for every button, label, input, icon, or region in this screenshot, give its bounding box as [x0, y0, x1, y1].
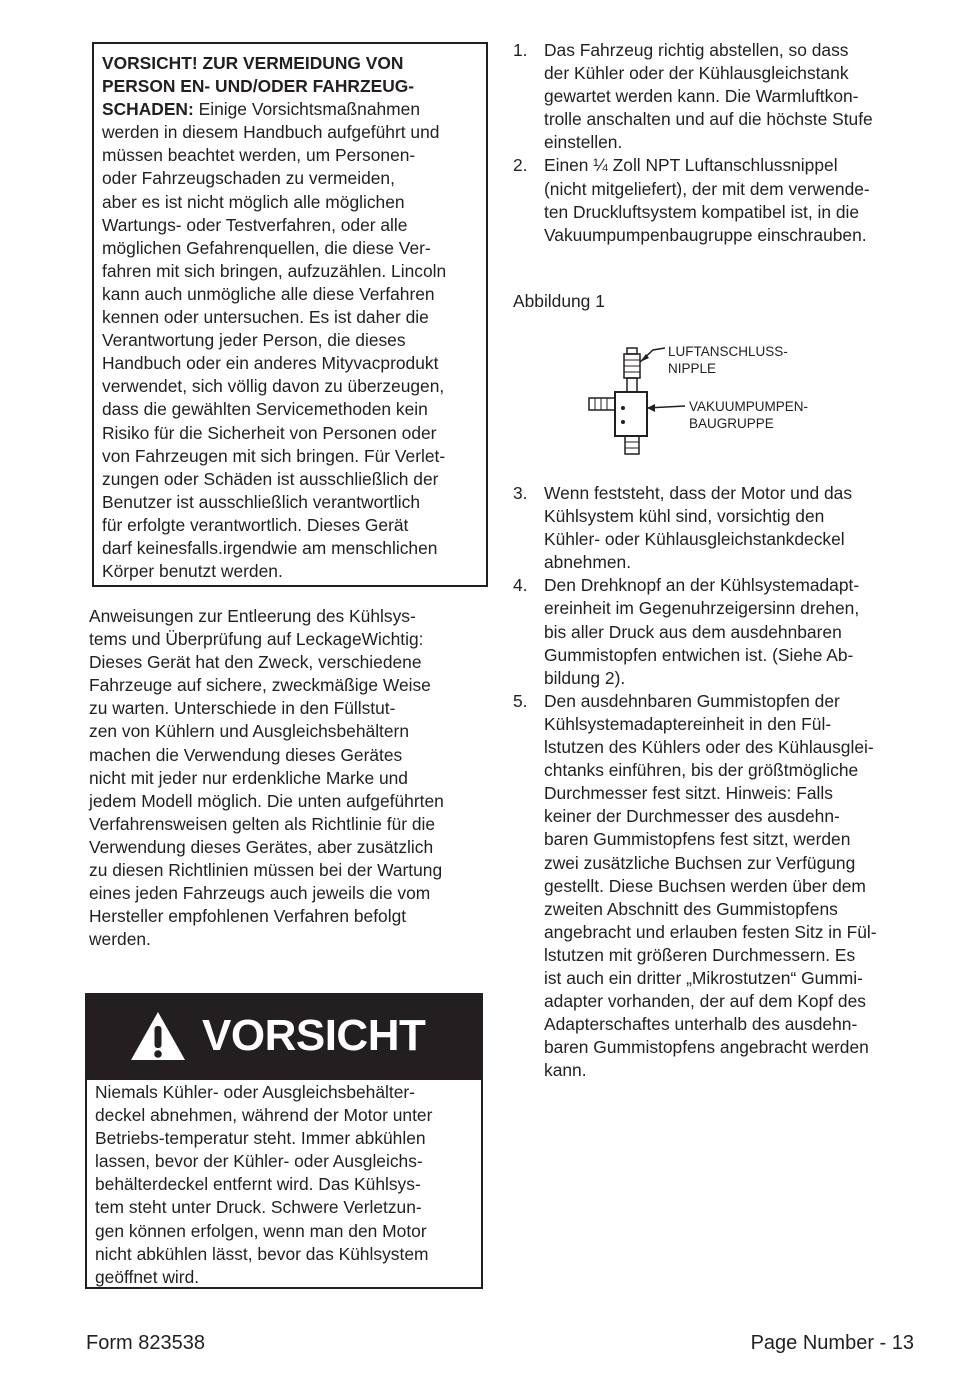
- page-number: Page Number - 13: [750, 1332, 914, 1354]
- step-line: Den Drehknopf an der Kühlsystemadapt-: [544, 575, 860, 596]
- step-line: kann.: [544, 1060, 587, 1081]
- warning-line: Niemals Kühler- oder Ausgleichsbehälter-: [95, 1082, 415, 1102]
- caution-lead-line: PERSON EN- UND/ODER FAHRZEUG-: [102, 76, 415, 97]
- warning-line: geöffnet wird.: [95, 1266, 200, 1287]
- caution-line: Einige Vorsichtsmaßnahmen: [198, 99, 420, 120]
- step-line: Durchmesser fest sitzt. Hinweis: Falls: [544, 783, 833, 804]
- caution-line: fahren mit sich bringen, aufzuzählen. Lincoln: [102, 260, 447, 281]
- caution-line: werden in diesem Handbuch aufgeführt und: [102, 122, 440, 143]
- step-line: lstutzen des Kühlers oder des Kühlausglei-: [544, 737, 874, 758]
- step-item: [513, 39, 918, 154]
- step-line: gestellt. Diese Buchsen werden über dem: [544, 875, 866, 896]
- step-number: 1.: [513, 40, 528, 60]
- caution-line: dass die gewählten Servicemethoden kein: [102, 399, 428, 420]
- caution-box: [92, 42, 488, 587]
- paragraph-line: Fahrzeuge auf sichere, zweckmäßige Weise: [89, 675, 431, 696]
- warning-box: [85, 993, 483, 1289]
- callout-pump-line2: BAUGRUPPE: [689, 416, 774, 431]
- caution-line: Benutzer ist ausschließlich verantwortlich: [102, 491, 420, 512]
- step-line: abnehmen.: [544, 552, 632, 573]
- step-line: Gummistopfen entwichen ist. (Siehe Ab-: [544, 644, 854, 665]
- figure-1: [583, 340, 823, 460]
- step-line: baren Gummistopfens angebracht werden: [544, 1037, 869, 1058]
- caution-line: zungen oder Schäden ist ausschließlich der: [102, 468, 439, 489]
- step-line: gewartet werden kann. Die Warmluftkon-: [544, 86, 859, 107]
- caution-line: darf keinesfalls.irgendwie am menschlichen: [102, 537, 438, 558]
- step-item: [513, 482, 918, 574]
- caution-line: oder Fahrzeugschaden zu vermeiden,: [102, 168, 395, 189]
- warning-title: VORSICHT: [202, 1011, 426, 1060]
- caution-line: verwendet, sich völlig davon zu überzeugen,: [102, 376, 445, 397]
- step-line: zweiten Abschnitt des Gummistopfens: [544, 898, 838, 919]
- paragraph-line: Verwendung dieses Gerätes, aber zusätzlich: [89, 836, 434, 857]
- warning-line: lassen, bevor der Kühler- oder Ausgleichs-: [95, 1151, 423, 1172]
- paragraph-line: eines jeden Fahrzeugs auch jeweils die vom: [89, 883, 431, 904]
- warning-line: gen können erfolgen, wenn man den Motor: [95, 1220, 427, 1241]
- step-line: ereinheit im Gegenuhrzeigersinn drehen,: [544, 598, 860, 619]
- step-line: keiner der Durchmesser des ausdehn-: [544, 806, 840, 827]
- paragraph-line: zen von Kühlern und Ausgleichsbehältern: [89, 721, 410, 742]
- step-line: Kühlsystem kühl sind, vorsichtig den: [544, 506, 825, 527]
- paragraph-line: zu warten. Unterschiede in den Füllstut-: [89, 698, 396, 719]
- step-line: einstellen.: [544, 132, 623, 153]
- figure-label: Abbildung 1: [513, 291, 605, 311]
- paragraph-line: Verfahrensweisen gelten als Richtlinie für die: [89, 813, 436, 834]
- paragraph-line: nicht mit jeder nur erdenkliche Marke und: [89, 767, 408, 788]
- step-line: Das Fahrzeug richtig abstellen, so dass: [544, 40, 849, 60]
- step-line: der Kühler oder der Kühlausgleichstank: [544, 63, 849, 84]
- paragraph-line: Hersteller empfohlenen Verfahren befolgt: [89, 906, 407, 927]
- warning-line: Betriebs-temperatur steht. Immer abkühlen: [95, 1128, 426, 1149]
- caution-mixed-line: [102, 98, 480, 121]
- step-line: Kühlsystemadaptereinheit in den Fül-: [544, 713, 832, 734]
- paragraph-line: Dieses Gerät hat den Zweck, verschiedene: [89, 652, 422, 673]
- step-item: [513, 574, 918, 689]
- step-line: Einen ¼ Zoll NPT Luftanschlussnippel: [544, 155, 838, 176]
- warning-line: deckel abnehmen, während der Motor unter: [95, 1105, 433, 1126]
- step-line: Wenn feststeht, dass der Motor und das: [544, 483, 853, 503]
- step-line: lstutzen mit größeren Durchmessern. Es: [544, 944, 856, 965]
- warning-line: behälterdeckel entfernt wird. Das Kühlsys-: [95, 1174, 421, 1195]
- paragraph-line: tems und Überprüfung auf LeckageWichtig:: [89, 629, 424, 650]
- step-line: chtanks einführen, bis der größtmögliche: [544, 760, 859, 781]
- step-line: Kühler- oder Kühlausgleichstankdeckel: [544, 529, 845, 550]
- warning-body: [85, 1080, 483, 1289]
- instructions-paragraph: [89, 605, 487, 951]
- paragraph-line: werden.: [89, 929, 151, 950]
- step-number: 2.: [513, 155, 528, 176]
- paragraph-line: jedem Modell möglich. Die unten aufgeführten: [89, 790, 444, 811]
- warning-header: [85, 993, 483, 1080]
- step-line: trolle anschalten und auf die höchste Stufe: [544, 109, 873, 130]
- warning-line: tem steht unter Druck. Schwere Verletzun-: [95, 1197, 422, 1218]
- caution-line: müssen beachtet werden, um Personen-: [102, 145, 416, 166]
- callout-nipple-line2: NIPPLE: [668, 361, 717, 376]
- caution-line: kann auch unmögliche alle diese Verfahren: [102, 283, 435, 304]
- steps-list-a: [513, 39, 918, 247]
- step-item: [513, 690, 918, 1083]
- caution-text: [102, 52, 480, 583]
- callout-nipple-line1: LUFTANSCHLUSS-: [668, 344, 788, 359]
- step-line: angebracht und erlauben festen Sitz in Fül-: [544, 921, 877, 942]
- step-line: zwei zusätzliche Buchsen zur Verfügung: [544, 852, 856, 873]
- step-line: Adapterschaftes unterhalb des ausdehn-: [544, 1014, 858, 1035]
- warning-triangle-icon: [128, 1009, 188, 1063]
- warning-line: nicht abkühlen lässt, bevor das Kühlsystem: [95, 1243, 429, 1264]
- caution-line: Körper benutzt werden.: [102, 561, 283, 582]
- step-line: ist auch ein dritter „Mikrostutzen“ Gummi-: [544, 967, 863, 988]
- step-line: bildung 2).: [544, 667, 626, 688]
- step-number: 5.: [513, 690, 528, 711]
- vacuum-pump-assembly-diagram: [583, 340, 823, 460]
- caution-line: möglichen Gefahrenquellen, die diese Ver-: [102, 237, 431, 258]
- paragraph-line: zu diesen Richtlinien müssen bei der Wartung: [89, 860, 443, 881]
- caution-lead-line: SCHADEN:: [102, 99, 194, 120]
- step-line: Vakuumpumpenbaugruppe einschrauben.: [544, 224, 867, 245]
- steps-list-b: [513, 482, 918, 1082]
- caution-line: Wartungs- oder Testverfahren, oder alle: [102, 214, 408, 235]
- paragraph-line: Anweisungen zur Entleerung des Kühlsys-: [89, 606, 416, 626]
- step-line: ten Druckluftsystem kompatibel ist, in die: [544, 201, 860, 222]
- step-line: baren Gummistopfens fest sitzt, werden: [544, 829, 851, 850]
- step-number: 4.: [513, 575, 528, 596]
- step-line: bis aller Druck aus dem ausdehnbaren: [544, 621, 842, 642]
- caution-line: Verantwortung jeder Person, die dieses: [102, 330, 406, 351]
- caution-lead-line: VORSICHT! ZUR VERMEIDUNG VON: [102, 53, 404, 73]
- caution-line: kennen oder untersuchen. Es ist daher die: [102, 307, 429, 328]
- step-item: [513, 154, 918, 246]
- caution-line: Risiko für die Sicherheit von Personen oder: [102, 422, 437, 443]
- paragraph-line: machen die Verwendung dieses Gerätes: [89, 744, 403, 765]
- step-number: 3.: [513, 483, 528, 503]
- caution-line: von Fahrzeugen mit sich bringen. Für Verlet-: [102, 445, 446, 466]
- callout-pump-line1: VAKUUMPUMPEN-: [689, 399, 809, 414]
- caution-line: aber es ist nicht möglich alle möglichen: [102, 191, 405, 212]
- caution-line: für erfolgte verantwortlich. Dieses Gerät: [102, 514, 409, 535]
- step-line: adapter vorhanden, der auf dem Kopf des: [544, 991, 866, 1012]
- step-line: Den ausdehnbaren Gummistopfen der: [544, 690, 840, 711]
- step-line: (nicht mitgeliefert), der mit dem verwende-: [544, 178, 870, 199]
- form-number: Form 823538: [86, 1332, 205, 1354]
- caution-line: Handbuch oder ein anderes Mityvacprodukt: [102, 353, 439, 374]
